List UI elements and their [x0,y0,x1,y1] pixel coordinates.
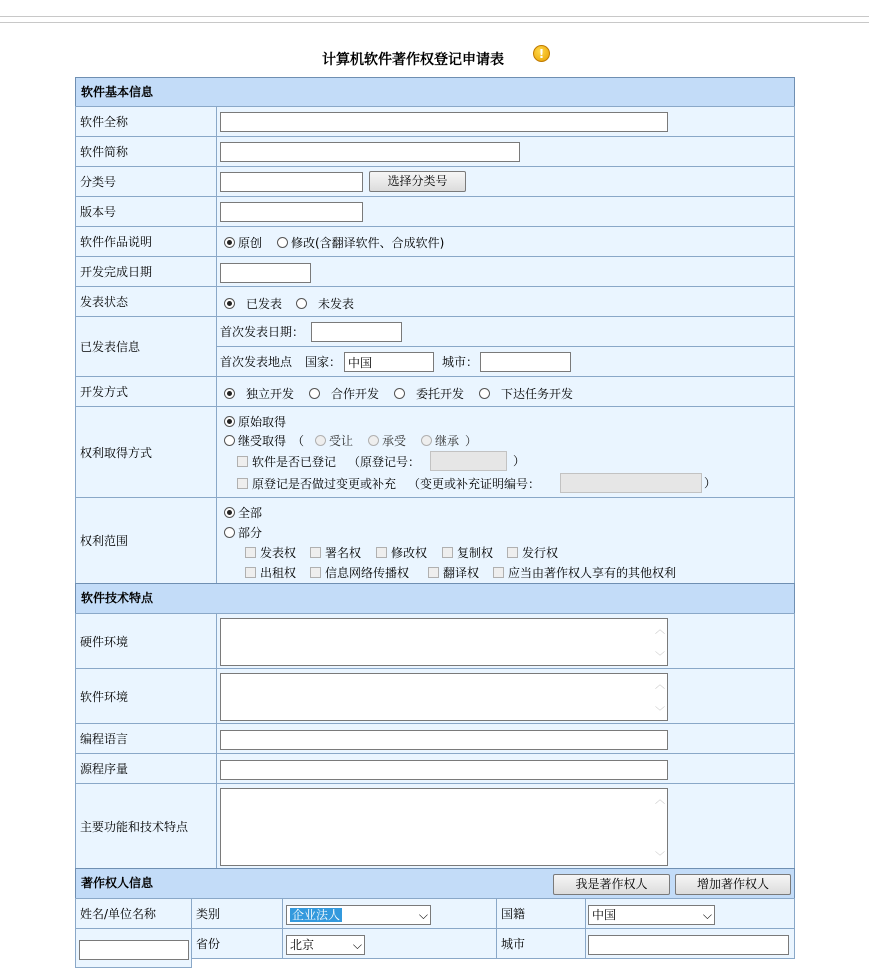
radio-unpublished-circle[interactable] [296,298,307,309]
radio-published[interactable]: 已发表 [224,294,282,312]
first-place-label: 首次发表地点 [220,355,293,369]
version-input[interactable] [220,202,363,222]
label-features: 主要功能和技术特点 [75,783,217,869]
warning-icon[interactable]: ! [533,45,550,62]
scroll-down-icon[interactable]: ﹀ [655,652,665,663]
owner-name-label: 姓名/单位名称 [75,898,192,929]
label-version: 版本号 [75,196,217,227]
check-modify-right[interactable]: 修改权 [376,543,427,561]
hardware-textarea[interactable] [220,618,668,666]
source-lines-input[interactable] [220,760,668,780]
label-finish-date: 开发完成日期 [75,256,217,287]
radio-independent-circle[interactable] [224,388,235,399]
finish-date-input[interactable] [220,263,311,283]
label-work-desc: 软件作品说明 [75,226,217,257]
radio-modified-circle[interactable] [277,237,288,248]
section-header-basic: 软件基本信息 [75,77,795,107]
check-registered[interactable]: 软件是否已登记 （原登记号： [237,452,420,470]
check-publish-right-box[interactable] [245,547,256,558]
radio-scope-all-circle[interactable] [224,507,235,518]
owner-name-cell [75,928,192,968]
chevron-down-icon[interactable]: ⌵ [418,908,428,922]
radio-independent[interactable]: 独立开发 [224,384,294,402]
check-modify-right-box[interactable] [376,547,387,558]
owner-province-select[interactable]: 北京 ⌵ [286,935,365,955]
radio-accept-circle[interactable] [368,435,379,446]
i-am-owner-button[interactable]: 我是著作权人 [553,874,670,895]
check-changed-box[interactable] [237,478,248,489]
first-date-input[interactable] [311,322,402,342]
country-label: 国家： [305,355,342,369]
check-translate-right-box[interactable] [428,567,439,578]
orig-reg-no-close: ） [513,454,526,468]
label-publish-status: 发表状态 [75,286,217,317]
features-textarea[interactable] [220,788,668,866]
hardware-scrollbar[interactable] [651,619,667,665]
check-distribute-right[interactable]: 发行权 [507,543,558,561]
row-prog-lang [216,723,795,754]
features-scrollbar[interactable] [651,789,667,865]
check-copy-right-box[interactable] [442,547,453,558]
row-rights-scope [216,497,795,584]
radio-original-acq[interactable]: 原始取得 [224,412,286,430]
scroll-up-icon[interactable]: ︿ [655,680,665,691]
row-dev-mode [216,376,795,407]
row-full-name [216,106,795,137]
check-translate-right[interactable]: 翻译权 [428,563,479,581]
label-hardware: 硬件环境 [75,613,217,669]
owner-province-cell [282,928,497,959]
radio-derived-acq-circle[interactable] [224,435,235,446]
owner-city-input[interactable] [588,935,789,955]
prog-lang-input[interactable] [220,730,668,750]
check-distribute-right-box[interactable] [507,547,518,558]
check-network-right[interactable]: 信息网络传播权 [310,563,409,581]
radio-original-circle[interactable] [224,237,235,248]
radio-transfer-circle[interactable] [315,435,326,446]
add-owner-button[interactable]: 增加著作权人 [675,874,791,895]
section-header-owner: 著作权人信息 [75,868,795,899]
row-version [216,196,795,227]
city-label: 城市： [442,355,479,369]
country-input[interactable]: 中国 [344,352,434,372]
radio-original-acq-circle[interactable] [224,416,235,427]
radio-scope-partial[interactable]: 部分 [224,523,262,541]
check-attribution-right-box[interactable] [310,547,321,558]
top-divider-2 [0,22,869,23]
label-source-lines: 源程序量 [75,753,217,784]
scroll-up-icon[interactable]: ︿ [655,625,665,636]
radio-commissioned[interactable]: 委托开发 [394,384,464,402]
radio-modified[interactable]: 修改(含翻译软件、合成软件) [277,233,444,251]
check-registered-box[interactable] [237,456,248,467]
page-title: 计算机软件著作权登记申请表 [322,52,504,68]
row-first-place [216,346,795,377]
radio-scope-all[interactable]: 全部 [224,503,262,521]
radio-transfer[interactable]: 受让 [315,431,353,449]
check-copy-right[interactable]: 复制权 [442,543,493,561]
radio-accept[interactable]: 承受 [368,431,406,449]
owner-name-input[interactable] [79,940,189,960]
row-publish-status [216,286,795,317]
label-full-name: 软件全称 [75,106,217,137]
scroll-down-icon[interactable]: ﹀ [655,852,665,863]
section-header-tech: 软件技术特点 [75,583,795,614]
row-category [216,166,795,197]
owner-city-cell [585,928,795,959]
category-input[interactable] [220,172,363,192]
owner-nationality-select[interactable]: 中国 ⌵ [588,905,715,925]
row-rights-acq [216,406,795,498]
scroll-down-icon[interactable]: ﹀ [655,707,665,718]
row-software-env [216,668,795,724]
radio-inherit[interactable]: 继承 ） [421,431,477,449]
radio-inherit-circle[interactable] [421,435,432,446]
label-dev-mode: 开发方式 [75,376,217,407]
check-other-rights[interactable]: 应当由著作权人享有的其他权利 [493,563,676,581]
row-work-desc [216,226,795,257]
chevron-down-icon[interactable]: ⌵ [352,938,362,952]
radio-cooperative-circle[interactable] [309,388,320,399]
city-input[interactable] [480,352,571,372]
application-form [75,77,795,977]
row-hardware [216,613,795,669]
owner-type-select[interactable]: 企业法人 ⌵ [286,905,431,925]
label-software-env: 软件环境 [75,668,217,724]
row-source-lines [216,753,795,784]
radio-original[interactable]: 原创 [224,233,262,251]
row-finish-date [216,256,795,287]
owner-nationality-cell [585,898,795,929]
top-divider [0,16,869,17]
software-env-scrollbar[interactable] [651,674,667,720]
chevron-down-icon[interactable]: ⌵ [702,908,712,922]
radio-cooperative[interactable]: 合作开发 [309,384,379,402]
change-no-input[interactable] [560,473,702,493]
label-rights-scope: 权利范围 [75,497,217,584]
owner-city-label: 城市 [496,928,586,959]
choose-category-button[interactable]: 选择分类号 [369,171,466,192]
check-network-right-box[interactable] [310,567,321,578]
row-short-name [216,136,795,167]
full-name-input[interactable] [220,112,668,132]
short-name-input[interactable] [220,142,520,162]
radio-assigned-circle[interactable] [479,388,490,399]
radio-published-circle[interactable] [224,298,235,309]
label-short-name: 软件简称 [75,136,217,167]
owner-type-cell [282,898,497,929]
radio-derived-acq[interactable]: 继受取得 （ [224,431,304,449]
software-env-textarea[interactable] [220,673,668,721]
radio-assigned[interactable]: 下达任务开发 [479,384,573,402]
label-rights-acq: 权利取得方式 [75,406,217,498]
label-published-info: 已发表信息 [75,316,217,377]
row-first-date [216,316,795,347]
scroll-up-icon[interactable]: ︿ [655,795,665,806]
radio-unpublished[interactable]: 未发表 [296,294,354,312]
check-rent-right-box[interactable] [245,567,256,578]
owner-type-label: 类别 [191,898,283,929]
owner-province-label: 省份 [191,928,283,959]
change-no-close: ） [704,476,717,490]
label-category: 分类号 [75,166,217,197]
check-rent-right[interactable]: 出租权 [245,563,296,581]
check-attribution-right[interactable]: 署名权 [310,543,361,561]
check-publish-right[interactable]: 发表权 [245,543,296,561]
radio-scope-partial-circle[interactable] [224,527,235,538]
radio-commissioned-circle[interactable] [394,388,405,399]
check-changed[interactable]: 原登记是否做过变更或补充 （变更或补充证明编号： [237,474,540,492]
check-other-rights-box[interactable] [493,567,504,578]
row-features [216,783,795,869]
owner-nationality-label: 国籍 [496,898,586,929]
label-prog-lang: 编程语言 [75,723,217,754]
orig-reg-no-input[interactable] [430,451,507,471]
first-date-label: 首次发表日期： [220,325,305,339]
